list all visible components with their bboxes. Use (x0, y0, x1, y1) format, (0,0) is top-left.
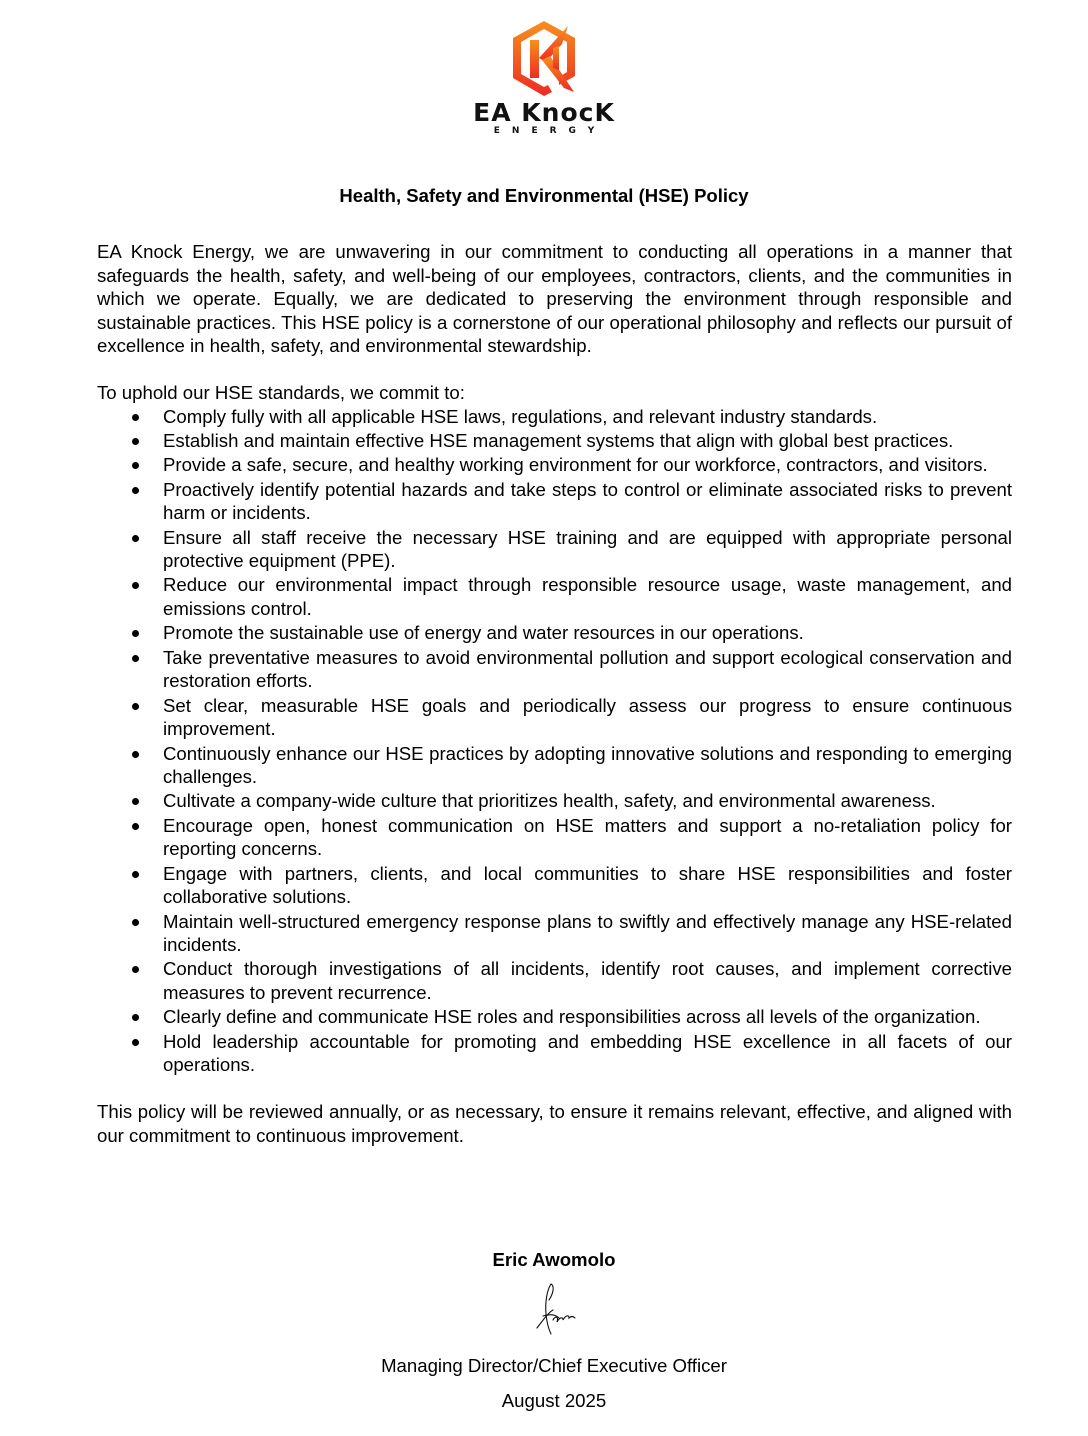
list-item-text: Promote the sustainable use of energy and water resources in our operations. (163, 622, 804, 644)
bullet-icon (132, 798, 139, 805)
list-item-text: Encourage open, honest communication on HSE matters and support a no-retaliation policy for reporting concerns. (163, 814, 1012, 860)
company-logo (0, 18, 1088, 136)
bullet-icon (132, 966, 139, 973)
list-item (97, 694, 1012, 741)
signatory-role: Managing Director/Chief Executive Officer (381, 1355, 727, 1376)
list-item (97, 814, 1012, 861)
intro-paragraph: EA Knock Energy, we are unwavering in our commitment to conducting all operations in a manner that safeguards the health, safety, and well-being of our employees, contractors, clients, and the communities in which we operate. Equally, we are dedicated to preserving the environment through responsible and sustainable practices. This HSE policy is a cornerstone of our operational philosophy and reflects our pursuit of excellence in health, safety, and environmental stewardship. (97, 241, 1012, 356)
list-item (97, 789, 1012, 813)
list-item-text: Clearly define and communicate HSE roles and responsibilities across all levels of the organization. (163, 1006, 981, 1028)
logo-subtitle: ENERGY (493, 126, 607, 136)
bullet-icon (132, 582, 139, 589)
list-item-text: Provide a safe, secure, and healthy working environment for our workforce, contractors, and visitors. (163, 454, 988, 476)
list-item (97, 429, 1012, 453)
bullet-icon (132, 655, 139, 662)
bullet-icon (132, 1039, 139, 1046)
list-item-text: Comply fully with all applicable HSE laws, regulations, and relevant industry standards. (163, 405, 878, 427)
bullet-icon (132, 630, 139, 637)
list-item-text: Maintain well-structured emergency response plans to swiftly and effectively manage any HSE-related incidents. (163, 910, 1012, 956)
list-item (97, 526, 1012, 573)
bullet-icon (132, 462, 139, 469)
closing-paragraph: This policy will be reviewed annually, or as necessary, to ensure it remains relevant, effective, and aligned with our commitment to continuous improvement. (97, 1101, 1012, 1146)
list-item-text: Proactively identify potential hazards and take steps to control or eliminate associated risks to prevent harm or incidents. (163, 478, 1012, 524)
list-item (97, 573, 1012, 620)
list-item (97, 957, 1012, 1004)
signatory-name: Eric Awomolo (492, 1249, 616, 1270)
bullet-icon (132, 1014, 139, 1021)
logo-wordmark (473, 100, 615, 126)
bullet-icon (132, 871, 139, 878)
list-item-text: Hold leadership accountable for promoting and embedding HSE excellence in all facets of our operations. (163, 1030, 1012, 1076)
ea-knock-hexagon-k-logo-icon (504, 18, 584, 98)
list-item (97, 1030, 1012, 1077)
handwritten-signature-icon (0, 1280, 1088, 1340)
list-item-text: Engage with partners, clients, and local communities to share HSE responsibilities and foster collaborative solutions. (163, 862, 1012, 908)
list-item (97, 621, 1012, 645)
logo-name-end: K (594, 98, 615, 127)
bullet-icon (132, 919, 139, 926)
list-item (97, 453, 1012, 477)
logo-name-main: EA Knoc (473, 98, 595, 127)
list-item (97, 862, 1012, 909)
list-item (97, 478, 1012, 525)
document-title: Health, Safety and Environmental (HSE) Policy (339, 185, 749, 206)
list-item-text: Establish and maintain effective HSE management systems that align with global best practices. (163, 429, 954, 451)
list-item (97, 910, 1012, 957)
document-date: August 2025 (501, 1390, 607, 1411)
list-item (97, 1005, 1012, 1029)
commitments-list (97, 405, 1012, 1077)
bullet-icon (132, 487, 139, 494)
list-item-text: Continuously enhance our HSE practices by adopting innovative solutions and responding to emerging challenges. (163, 742, 1012, 788)
bullet-icon (132, 703, 139, 710)
list-item-text: Take preventative measures to avoid environmental pollution and support ecological conservation and restoration efforts. (163, 646, 1012, 692)
commitments-intro: To uphold our HSE standards, we commit to: (97, 382, 465, 403)
list-item (97, 742, 1012, 789)
bullet-icon (132, 823, 139, 830)
list-item-text: Set clear, measurable HSE goals and periodically assess our progress to ensure continuous improvement. (163, 694, 1012, 740)
bullet-icon (132, 751, 139, 758)
bullet-icon (132, 438, 139, 445)
list-item (97, 405, 1012, 429)
list-item-text: Conduct thorough investigations of all incidents, identify root causes, and implement corrective measures to prevent recurrence. (163, 958, 1012, 1003)
list-item-text: Reduce our environmental impact through responsible resource usage, waste management, and emissions control. (163, 574, 1012, 619)
signature-block (0, 1248, 1088, 1413)
list-item-text: Ensure all staff receive the necessary HSE training and are equipped with appropriate personal protective equipment (PPE). (163, 526, 1012, 572)
document-body (97, 240, 1012, 1147)
list-item (97, 646, 1012, 693)
bullet-icon (132, 414, 139, 421)
bullet-icon (132, 535, 139, 542)
list-item-text: Cultivate a company-wide culture that prioritizes health, safety, and environmental awareness. (163, 790, 936, 812)
